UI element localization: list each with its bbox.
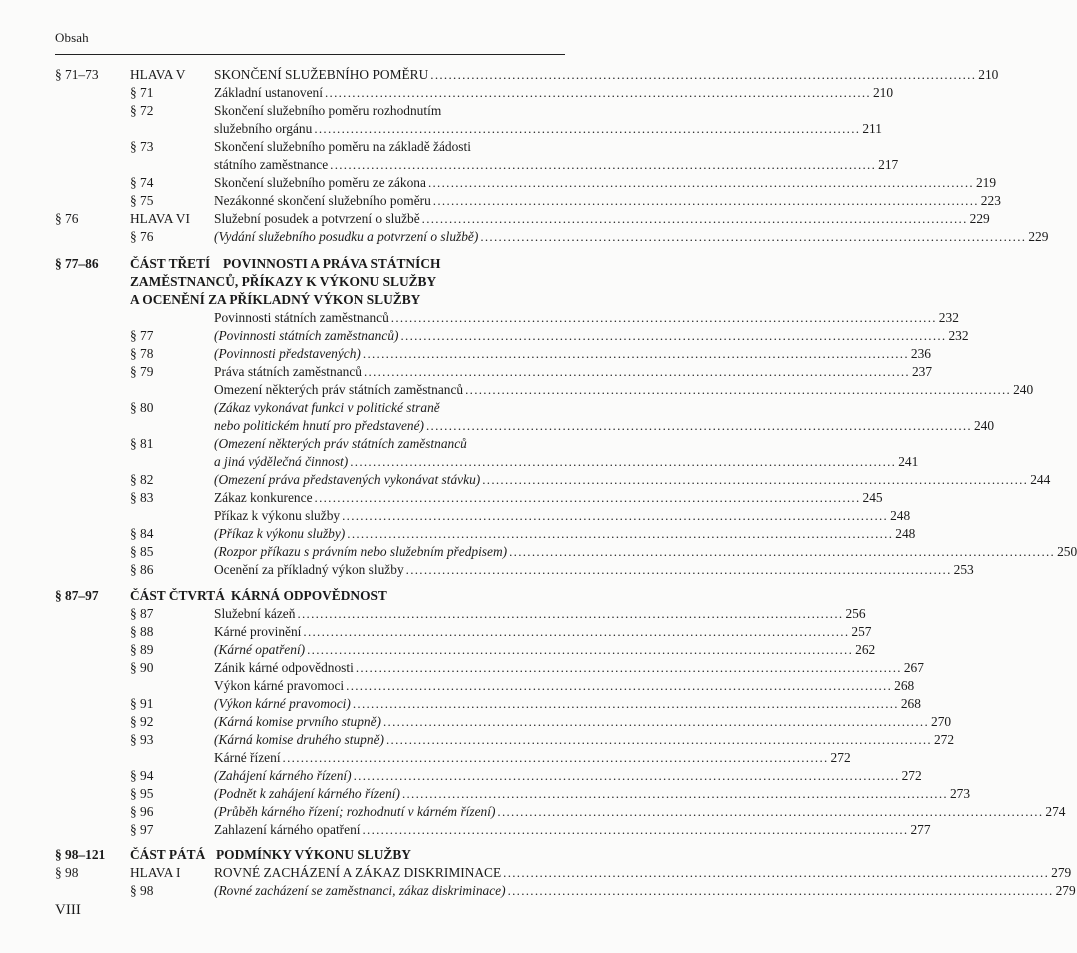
toc-page-number[interactable]: 279 (1055, 883, 1076, 898)
toc-section-number: § 89 (130, 642, 154, 657)
toc-title-row (214, 381, 1034, 399)
toc-title: Práva státních zaměstnanců (214, 364, 362, 379)
toc-leader-dots: ........................................................................................................................ (482, 472, 1029, 487)
toc-title-row (214, 821, 931, 839)
toc-section-number: § 93 (130, 732, 154, 747)
toc-title: (Kárné opatření) (214, 642, 306, 657)
toc-entry (0, 435, 600, 453)
toc-entry (0, 363, 933, 381)
toc-title-row (214, 66, 999, 84)
toc-title-row (214, 228, 1049, 246)
toc-title: SKONČENÍ SLUŽEBNÍHO POMĚRU (214, 67, 429, 82)
toc-section-number: § 71 (130, 85, 154, 100)
running-header: Obsah (55, 30, 89, 45)
toc-leader-dots: ........................................................................................................................ (314, 490, 861, 505)
toc-title: (Vydání služebního posudku a potvrzení o službě) (214, 229, 479, 244)
toc-leader-dots: ........................................................................................................................ (427, 175, 974, 190)
toc-section-number: § 75 (130, 193, 154, 208)
toc-section-number: § 90 (130, 660, 154, 675)
toc-entry (0, 417, 995, 435)
toc-title: nebo politickém hnutí pro představené) (214, 418, 424, 433)
toc-paragraph-range: § 76 (55, 211, 79, 226)
toc-page-number[interactable]: 219 (975, 175, 997, 190)
toc-section-number: ČÁST TŘETÍ (130, 256, 211, 271)
toc-section-number: § 98 (130, 883, 154, 898)
toc-title: ROVNÉ ZACHÁZENÍ A ZÁKAZ DISKRIMINACE (214, 865, 502, 880)
toc-entry (0, 864, 1072, 882)
toc-paragraph-range: § 87–97 (55, 588, 99, 603)
toc-page-number[interactable]: 279 (1051, 865, 1072, 880)
toc-leader-dots: ........................................................................................................................ (350, 454, 897, 469)
toc-leader-dots: ........................................................................................................................ (405, 562, 952, 577)
toc-entry (0, 731, 955, 749)
toc-title-row (214, 641, 876, 659)
toc-title: (Zahájení kárného řízení) (214, 768, 352, 783)
toc-page-number[interactable]: 268 (900, 696, 921, 711)
toc-section-number: § 84 (130, 526, 154, 541)
toc-page-number[interactable]: 270 (931, 714, 952, 729)
toc-page-number[interactable]: 237 (911, 364, 933, 379)
toc-title-row (214, 453, 919, 471)
toc-part-title: POVINNOSTI A PRÁVA STÁTNÍCH (223, 256, 441, 271)
toc-title-row (214, 327, 969, 345)
toc-page-number[interactable]: 256 (845, 606, 866, 621)
toc-page-number[interactable]: 236 (910, 346, 931, 361)
toc-section-number: § 92 (130, 714, 154, 729)
toc-title-row (214, 174, 997, 192)
toc-title-row (214, 489, 883, 507)
toc-page-number[interactable]: 257 (851, 624, 872, 639)
toc-title-row (214, 363, 933, 381)
toc-entry (0, 192, 1001, 210)
toc-entry (0, 471, 1051, 489)
toc-entry (0, 120, 882, 138)
toc-title: Kárné provinění (214, 624, 302, 639)
toc-page-number[interactable]: 229 (969, 211, 990, 226)
toc-section-number: § 87 (130, 606, 154, 621)
toc-paragraph-range: § 98 (55, 865, 79, 880)
toc-page-number[interactable]: 232 (948, 328, 969, 343)
toc-entry (0, 677, 915, 695)
toc-leader-dots: ........................................................................................................................ (353, 768, 900, 783)
toc-title: Skončení služebního poměru rozhodnutím (214, 103, 442, 118)
toc-entry (0, 453, 919, 471)
toc-leader-dots: ........................................................................................................................ (352, 696, 899, 711)
toc-page-number[interactable]: 262 (855, 642, 876, 657)
toc-entry (0, 273, 600, 291)
toc-leader-dots: ........................................................................................................................ (383, 714, 929, 729)
toc-part-title: ZAMĚSTNANCŮ, PŘÍKAZY K VÝKONU SLUŽBY (130, 274, 437, 289)
toc-leader-dots: ........................................................................................................................ (401, 786, 948, 801)
toc-page-number[interactable]: 248 (895, 526, 916, 541)
toc-leader-dots: ........................................................................................................................ (430, 67, 977, 82)
toc-title-row (214, 767, 922, 785)
toc-entry (0, 66, 999, 84)
toc-section-number: § 91 (130, 696, 154, 711)
toc-leader-dots: ........................................................................................................................ (509, 544, 1056, 559)
toc-section-number: § 94 (130, 768, 154, 783)
toc-leader-dots: ........................................................................................................................ (363, 364, 910, 379)
toc-title: Služební kázeň (214, 606, 296, 621)
toc-title: státního zaměstnance (214, 157, 329, 172)
toc-page-number[interactable]: 232 (938, 310, 959, 325)
toc-part-heading (0, 255, 600, 273)
toc-title-row (214, 345, 931, 363)
toc-entry (0, 641, 876, 659)
toc-section-number: § 88 (130, 624, 154, 639)
toc-entry (0, 345, 931, 363)
toc-section-number: § 77 (130, 328, 154, 343)
toc-title: (Povinnosti představených) (214, 346, 361, 361)
toc-title: (Rovné zacházení se zaměstnanci, zákaz diskriminace) (214, 883, 506, 898)
toc-page-number[interactable]: 210 (872, 85, 894, 100)
toc-entry (0, 399, 600, 417)
toc-title: Nezákonné skončení služebního poměru (214, 193, 431, 208)
toc-title: Výkon kárné pravomoci (214, 678, 345, 693)
toc-part-heading (0, 846, 600, 864)
toc-leader-dots: ........................................................................................................................ (432, 193, 979, 208)
toc-page-number[interactable]: 211 (862, 121, 882, 136)
toc-leader-dots: ........................................................................................................................ (421, 211, 968, 226)
toc-section-number: § 86 (130, 562, 154, 577)
toc-leader-dots: ........................................................................................................................ (347, 526, 894, 541)
toc-page-number[interactable]: 272 (830, 750, 851, 765)
toc-entry (0, 156, 899, 174)
toc-page-number[interactable]: 274 (1045, 804, 1066, 819)
toc-entry (0, 561, 974, 579)
toc-title: (Podnět k zahájení kárného řízení) (214, 786, 400, 801)
toc-leader-dots: ........................................................................................................................ (507, 883, 1054, 898)
toc-part-title: A OCENĚNÍ ZA PŘÍKLADNÝ VÝKON SLUŽBY (130, 292, 421, 307)
toc-leader-dots: ........................................................................................................................ (503, 865, 1050, 880)
toc-page-number[interactable]: 268 (894, 678, 915, 693)
toc-title: (Zákaz vykonávat funkci v politické straně (214, 400, 440, 415)
toc-section-number: § 72 (130, 103, 154, 118)
toc-page-number[interactable]: 272 (901, 768, 922, 783)
toc-leader-dots: ........................................................................................................................ (497, 804, 1044, 819)
header-rule (55, 54, 565, 55)
toc-section-number: § 95 (130, 786, 154, 801)
toc-page-number[interactable]: 277 (910, 822, 931, 837)
toc-entry (0, 605, 866, 623)
toc-title: (Výkon kárné pravomoci) (214, 696, 351, 711)
toc-section-number: § 79 (130, 364, 154, 379)
toc-title-row (214, 659, 924, 677)
toc-section-number: § 76 (130, 229, 154, 244)
toc-leader-dots: ........................................................................................................................ (355, 660, 902, 675)
toc-entry (0, 749, 851, 767)
toc-entry (0, 309, 959, 327)
toc-title: Zákaz konkurence (214, 490, 313, 505)
toc-title-row (214, 210, 990, 228)
toc-entry (0, 803, 1066, 821)
toc-title-row (214, 156, 899, 174)
toc-title: Zahlazení kárného opatření (214, 822, 361, 837)
toc-title: Povinnosti státních zaměstnanců (214, 310, 389, 325)
toc-page-number[interactable]: 253 (953, 562, 974, 577)
toc-leader-dots: ........................................................................................................................ (400, 328, 947, 343)
toc-page-number[interactable]: 267 (903, 660, 924, 675)
toc-entry (0, 695, 921, 713)
toc-title: (Omezení práva představených vykonávat stávku) (214, 472, 481, 487)
toc-page-number[interactable]: 210 (978, 67, 999, 82)
toc-leader-dots: ........................................................................................................................ (307, 642, 854, 657)
toc-page-number[interactable]: 250 (1057, 544, 1077, 559)
toc-leader-dots: ........................................................................................................................ (362, 346, 909, 361)
toc-section-number: § 81 (130, 436, 154, 451)
toc-section-number: § 96 (130, 804, 154, 819)
toc-entry (0, 84, 894, 102)
toc-page-number[interactable]: 223 (980, 193, 1001, 208)
toc-leader-dots: ........................................................................................................................ (390, 310, 937, 325)
toc-page-number[interactable]: 240 (973, 418, 995, 433)
toc-leader-dots: ........................................................................................................................ (465, 382, 1012, 397)
toc-title: (Omezení některých práv státních zaměstnanců (214, 436, 467, 451)
toc-section-number: HLAVA VI (130, 211, 190, 226)
toc-entry (0, 489, 883, 507)
toc-section-number: ČÁST ČTVRTÁ (130, 588, 225, 603)
toc-entry (0, 821, 931, 839)
toc-title-row (214, 731, 955, 749)
toc-leader-dots: ........................................................................................................................ (480, 229, 1027, 244)
toc-section-number: § 80 (130, 400, 154, 415)
toc-title-row (214, 543, 1077, 561)
toc-entry (0, 102, 600, 120)
toc-title-row (214, 749, 851, 767)
toc-leader-dots: ........................................................................................................................ (282, 750, 829, 765)
page-number: VIII (55, 902, 81, 918)
toc-title: a jiná výdělečná činnost) (214, 454, 349, 469)
toc-title-row (214, 399, 566, 417)
toc-entry (0, 507, 911, 525)
toc-title: Zánik kárné odpovědnosti (214, 660, 354, 675)
toc-title-row (214, 882, 1076, 900)
toc-entry (0, 228, 1049, 246)
toc-title-row (214, 695, 921, 713)
toc-title: Ocenění za příkladný výkon služby (214, 562, 404, 577)
toc-leader-dots: ........................................................................................................................ (303, 624, 850, 639)
toc-leader-dots: ........................................................................................................................ (297, 606, 844, 621)
toc-leader-dots: ........................................................................................................................ (425, 418, 972, 433)
toc-page-number[interactable]: 244 (1030, 472, 1051, 487)
toc-part-heading (0, 587, 600, 605)
toc-paragraph-range: § 77–86 (55, 256, 99, 271)
toc-leader-dots: ........................................................................................................................ (314, 121, 861, 136)
toc-entry (0, 210, 990, 228)
toc-title-row (214, 785, 971, 803)
toc-page-number[interactable]: 240 (1013, 382, 1034, 397)
toc-title: (Rozpor příkazu s právním nebo služebním předpisem) (214, 544, 508, 559)
toc-title-row (214, 507, 911, 525)
toc-title-row (214, 417, 995, 435)
toc-title-row (214, 803, 1066, 821)
toc-section-number: § 82 (130, 472, 154, 487)
toc-title: Omezení některých práv státních zaměstnanců (214, 382, 464, 397)
toc-title-row (214, 102, 566, 120)
toc-entry (0, 623, 872, 641)
toc-page-number[interactable]: 272 (933, 732, 955, 747)
toc-section-number: HLAVA V (130, 67, 186, 82)
toc-part-title: PODMÍNKY VÝKONU SLUŽBY (216, 847, 411, 862)
toc-title-row (214, 309, 959, 327)
toc-title-row (214, 677, 915, 695)
toc-section-number: § 85 (130, 544, 154, 559)
toc-section-number: § 73 (130, 139, 154, 154)
toc-title-row (214, 623, 872, 641)
toc-title-row (214, 864, 1072, 882)
toc-paragraph-range: § 71–73 (55, 67, 99, 82)
toc-entry (0, 291, 600, 309)
toc-section-number: § 78 (130, 346, 154, 361)
toc-title: služebního orgánu (214, 121, 313, 136)
toc-page-number[interactable]: 241 (898, 454, 919, 469)
toc-title-row (214, 192, 1001, 210)
toc-title-row (214, 561, 974, 579)
toc-section-number: § 97 (130, 822, 154, 837)
toc-title: Příkaz k výkonu služby (214, 508, 341, 523)
toc-page-number[interactable]: 248 (890, 508, 911, 523)
toc-title: Služební posudek a potvrzení o službě (214, 211, 420, 226)
toc-title-row (214, 120, 882, 138)
toc-entry (0, 785, 971, 803)
toc-leader-dots: ........................................................................................................................ (330, 157, 877, 172)
toc-page-number[interactable]: 217 (878, 157, 899, 172)
toc-section-number: HLAVA I (130, 865, 181, 880)
toc-title-row (214, 84, 894, 102)
toc-part-title: KÁRNÁ ODPOVĚDNOST (231, 588, 387, 603)
toc-page-number[interactable]: 229 (1028, 229, 1049, 244)
toc-leader-dots: ........................................................................................................................ (362, 822, 909, 837)
toc-leader-dots: ........................................................................................................................ (324, 85, 871, 100)
toc-title-row (214, 713, 952, 731)
toc-entry (0, 713, 952, 731)
toc-title: (Povinnosti státních zaměstnanců) (214, 328, 399, 343)
toc-page-number[interactable]: 245 (862, 490, 883, 505)
toc-title-row (214, 605, 866, 623)
toc-section-number: ČÁST PÁTÁ (130, 847, 206, 862)
toc-section-number: § 83 (130, 490, 154, 505)
toc-title: Skončení služebního poměru ze zákona (214, 175, 426, 190)
toc-leader-dots: ........................................................................................................................ (346, 678, 893, 693)
toc-entry (0, 882, 1076, 900)
toc-title: Základní ustanovení (214, 85, 323, 100)
toc-title: (Průběh kárného řízení; rozhodnutí v kárném řízení) (214, 804, 496, 819)
toc-title: Skončení služebního poměru na základě žádosti (214, 139, 471, 154)
toc-paragraph-range: § 98–121 (55, 847, 106, 862)
toc-title: (Kárná komise druhého stupně) (214, 732, 384, 747)
toc-title: (Příkaz k výkonu služby) (214, 526, 346, 541)
toc-title-row (214, 435, 566, 453)
toc-section-number: § 74 (130, 175, 154, 190)
toc-entry (0, 174, 997, 192)
toc-page-number[interactable]: 273 (949, 786, 971, 801)
toc-title-row (214, 138, 566, 156)
toc-entry (0, 543, 1077, 561)
toc-entry (0, 138, 600, 156)
toc-entry (0, 659, 924, 677)
toc-title: (Kárná komise prvního stupně) (214, 714, 381, 729)
toc-leader-dots: ........................................................................................................................ (385, 732, 932, 747)
toc-entry (0, 327, 969, 345)
toc-title-row (214, 471, 1051, 489)
toc-entry (0, 767, 922, 785)
toc-title-row (214, 525, 916, 543)
toc-leader-dots: ........................................................................................................................ (342, 508, 889, 523)
toc-title: Kárné řízení (214, 750, 281, 765)
toc-entry (0, 381, 1034, 399)
toc-entry (0, 525, 916, 543)
